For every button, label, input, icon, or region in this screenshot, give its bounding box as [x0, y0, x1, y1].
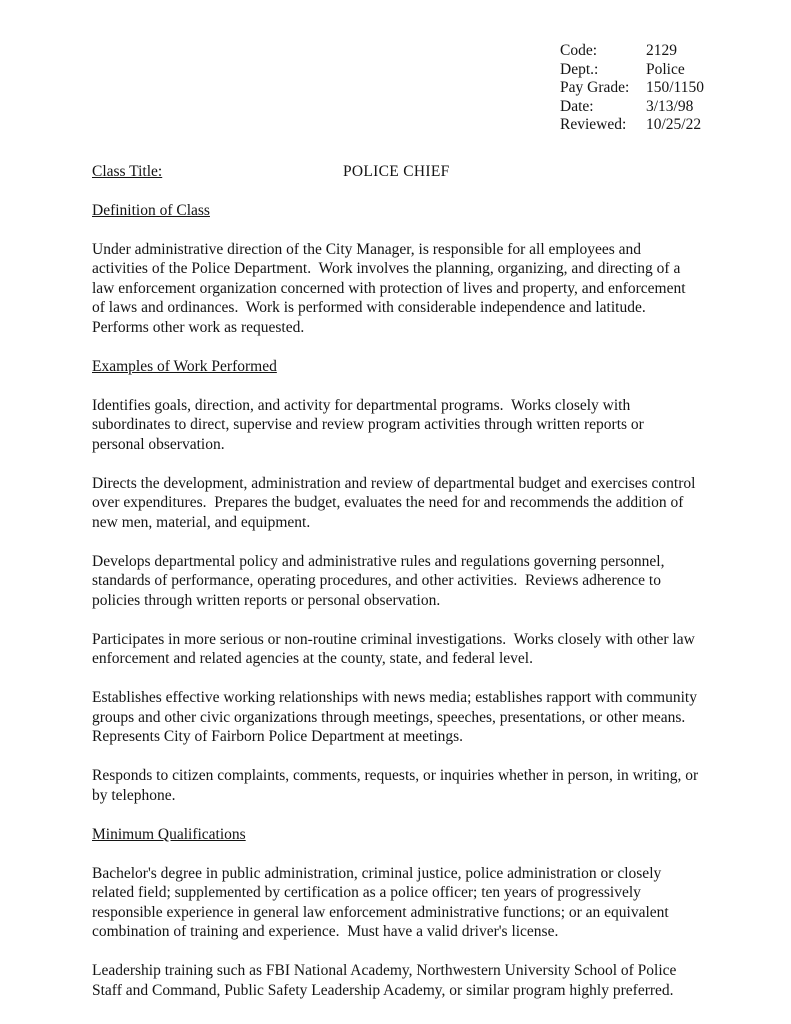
- body-paragraph: Directs the development, administration and review of departmental budget and exercises control over expenditures. Prepares the budget, evaluates the need for and recommends the addition of new men, material, and equipment.: [92, 474, 700, 531]
- header-field-value: 10/25/22: [646, 116, 702, 134]
- header-field-value: 2129: [646, 42, 677, 59]
- header-field-value: 150/1150: [646, 79, 704, 97]
- header-field-label: Pay Grade:: [560, 79, 630, 97]
- section-heading: Minimum Qualifications: [92, 825, 246, 843]
- header-field-label: Date:: [560, 97, 594, 115]
- header-field-value: Police: [646, 60, 685, 78]
- body-paragraph: Leadership training such as FBI National Academy, Northwestern University School of Police Staff and Command, Public Safety Leadership Academy, or similar program highly preferred.: [92, 962, 681, 999]
- header-field-value: 3/13/98: [646, 97, 694, 115]
- body-paragraph: Establishes effective working relationships with news media; establishes rapport with community groups and other civic organizations through meetings, speeches, presentations, or other means. Represents City of Fairborn Police Department at meetings.: [92, 689, 701, 746]
- body-paragraph: Under administrative direction of the City Manager, is responsible for all employees and activities of the Police Department. Work involves the planning, organizing, and directing of a law enforcement organization concerned with protection of lives and property, and enforcement of laws and ordinances. Work is performed with considerable independence and latitude. Performs other work as requested.: [92, 240, 690, 336]
- section-definition-of-class: [92, 201, 700, 338]
- body-paragraph: Participates in more serious or non-routine criminal investigations. Works closely with other law enforcement and related agencies at the county, state, and federal level.: [92, 630, 699, 668]
- section-examples-of-work-performed: [92, 357, 700, 806]
- header-field-label: Reviewed:: [560, 116, 627, 134]
- body-paragraph: Bachelor's degree in public administration, criminal justice, police administration or closely related field; supplemented by certification as a police officer; ten years of progressively responsible experience in general law enforcement administrative functions; or an equivalent combination of training and experience. Must have a valid driver's license.: [92, 864, 673, 941]
- header-field-label: Code:: [560, 42, 598, 59]
- section-minimum-qualifications: [92, 825, 700, 1001]
- class-title-row: [92, 162, 700, 182]
- body-paragraph: Identifies goals, direction, and activity for departmental programs. Works closely with subordinates to direct, supervise and review program activities through written reports or personal observation.: [92, 396, 648, 453]
- header-field-label: Dept.:: [560, 60, 599, 78]
- section-heading: Examples of Work Performed: [92, 357, 277, 375]
- header-info-block: [560, 42, 790, 135]
- body-paragraph: Responds to citizen complaints, comments, requests, or inquiries whether in person, in writing, or by telephone.: [92, 767, 702, 804]
- class-title-label: Class Title:: [92, 162, 163, 180]
- class-title-value: POLICE CHIEF: [343, 162, 450, 180]
- section-heading: Definition of Class: [92, 201, 210, 219]
- body-paragraph: Develops departmental policy and administrative rules and regulations governing personnel, standards of performance, operating procedures, and other activities. Reviews adherence to policies through written reports or personal observation.: [92, 552, 669, 609]
